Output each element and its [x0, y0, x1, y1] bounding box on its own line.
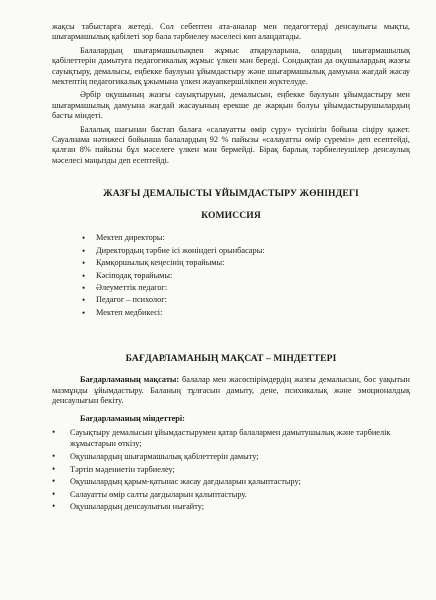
list-item — [52, 427, 410, 450]
bullet-icon: • — [52, 476, 56, 487]
member-label: Әлеуметтік педагог: — [96, 282, 168, 292]
list-item — [82, 232, 410, 244]
member-label: Педагог – психолог: — [96, 295, 167, 305]
commission-members-list — [52, 232, 410, 319]
task-label: Сауықтыру демалысын ұйымдастырумен қатар балалармен дамытушылық және тәрбиелік жұмыстарын өткізу; — [70, 427, 391, 449]
member-label: Қамқоршылық кеңесінің төрайымы: — [96, 258, 225, 268]
list-item — [52, 489, 410, 501]
member-label: Мектеп медбикесі: — [96, 307, 163, 317]
intro-paragraph: Балалардың шығармашылықпен жұмыс атқаруларына, олардың шығармашылық қабілеттерін дамытуға педагогикалық жұмыс үлкен мән береді. Сондықтан да оқушылардың жазғы сауықтыру, демалысы, еңбекке баулуын ұйымдастыру және шығармашылық дамуына жағдай жасау мектептің педагогикалық ұжымына үлкен жауапкершілікпен жүктелуде. — [52, 45, 410, 87]
commission-heading: ЖАЗҒЫ ДЕМАЛЫСТЫ ҰЙЫМДАСТЫРУ ЖӨНІНДЕГІ — [103, 188, 359, 200]
member-label: Кәсіподақ төрайымы: — [96, 270, 173, 280]
task-label: Оқушылардың шығармашылық қабілеттерін дамыту; — [70, 451, 259, 461]
bullet-icon: • — [52, 488, 56, 499]
list-item — [52, 476, 410, 488]
bullet-icon: • — [82, 295, 86, 306]
bullet-icon: • — [82, 270, 86, 281]
bullet-icon: • — [52, 463, 56, 474]
goal-text: балалар мен жасөспірімдердің жазғы демалысын, бос уақытын мазмұнды ұйымдастыру. Баланың тұлғасын дамыту, дене, психикалық және эмоционалдық денсаулығын бекіту. — [52, 375, 410, 405]
bullet-icon: • — [82, 233, 86, 244]
list-item — [82, 307, 410, 319]
tasks-list — [52, 427, 410, 513]
bullet-icon: • — [52, 450, 56, 461]
bullet-icon: • — [82, 258, 86, 269]
bullet-icon: • — [52, 501, 56, 512]
program-section — [52, 353, 410, 513]
list-item — [82, 257, 410, 269]
list-item — [82, 270, 410, 282]
bullet-icon: • — [52, 426, 56, 437]
member-label: Директордың тәрбие ісі жөніндегі орынбасары: — [96, 245, 265, 255]
bullet-icon: • — [82, 245, 86, 256]
intro-paragraph: Әрбір оқушының жазғы сауықтыруын, демалысын, еңбекке баулуын ұйымдастыру мен шығармашылық дамуына жағдай жасауының ерекше де жарқын болуы ұйымдастырушылардың басты міндеті. — [52, 90, 410, 121]
list-item — [82, 294, 410, 306]
task-label: Тәртіп мәдениетін тәрбиелеу; — [70, 464, 175, 474]
program-goal — [52, 375, 410, 406]
commission-section — [52, 188, 410, 319]
task-label: Салауатты өмір салты дағдыларын қалыптастыру. — [70, 489, 247, 499]
bullet-icon: • — [82, 282, 86, 293]
task-label: Оқушылардың қарым-қатынас жасау дағдыларын қалыптастыру; — [70, 477, 301, 487]
member-label: Мектеп директоры: — [96, 233, 165, 243]
list-item — [82, 245, 410, 257]
bullet-icon: • — [82, 307, 86, 318]
intro-section — [52, 22, 410, 166]
tasks-heading: Бағдарламаның міндеттері: — [80, 414, 185, 424]
commission-subheading: КОМИССИЯ — [201, 210, 261, 222]
program-heading: БАҒДАРЛАМАНЫҢ МАҚСАТ – МІНДЕТТЕРІ — [125, 353, 337, 365]
list-item — [52, 464, 410, 476]
list-item — [82, 282, 410, 294]
intro-paragraph: Балалық шағынан бастап балаға «салауатты өмір сүру» түсінігін бойына сіңіру қажет. Сауалнама нәтижесі бойынша балалардың 92 % пайызы «салауатты өмір сүреміз» деп есептейді, қалған 8% пайызы бұл мәселеге үлкен мән бермейді. Бірақ барлық тәрбиелеушілер денсаулық мәселесі маңызды деп есептейді. — [52, 124, 410, 165]
goal-label: Бағдарламаның мақсаты: — [80, 375, 180, 385]
intro-paragraph: жақсы табыстарға жетеді. Сол себептен ата-аналар мен педагогтерді денсаулығы мықты, шығармашылық қабілеті зор бала тәрбиелеу мәселесі көп алаңдатады. — [52, 22, 410, 42]
task-label: Оқушылардың денсаулығын нығайту; — [70, 502, 205, 512]
list-item — [52, 451, 410, 463]
list-item — [52, 501, 410, 513]
